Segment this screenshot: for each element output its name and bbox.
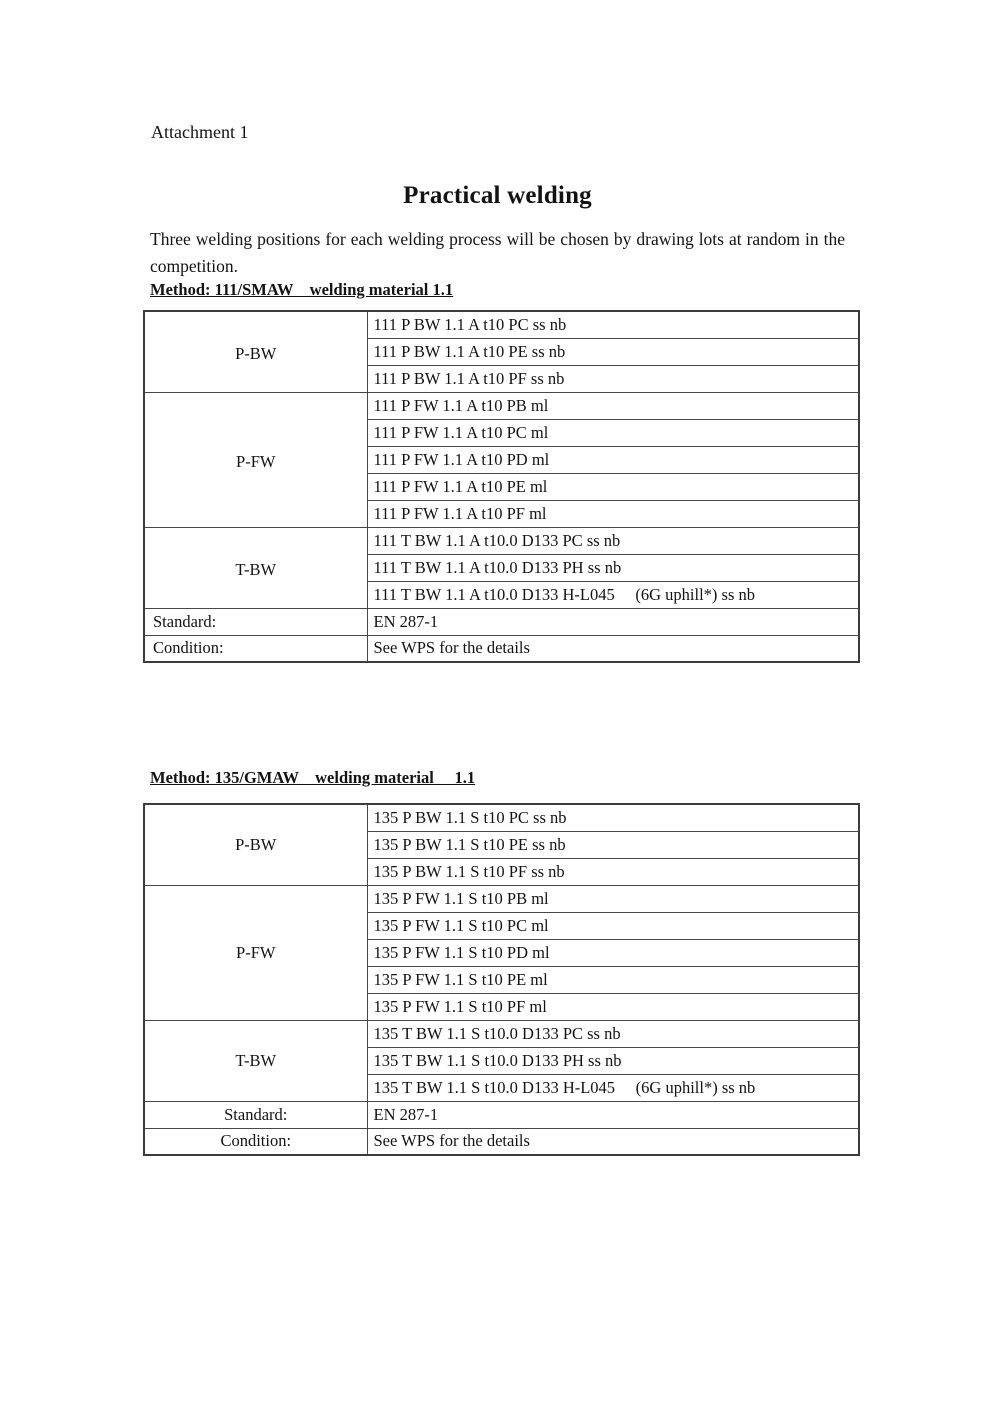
condition-value-cell: See WPS for the details — [367, 1128, 859, 1155]
table-row — [144, 392, 859, 419]
intro-paragraph: Three welding positions for each welding process will be chosen by drawing lots at random in the competition. — [150, 229, 845, 276]
method-111-heading: Method: 111/SMAW welding material 1.1 — [150, 280, 454, 299]
welding-code-cell: 135 T BW 1.1 S t10.0 D133 PC ss nb — [367, 1020, 859, 1047]
group-label-cell: P-FW — [144, 392, 367, 527]
condition-value-cell: See WPS for the details — [367, 635, 859, 662]
group-label-cell: T-BW — [144, 1020, 367, 1101]
standard-value-cell: EN 287-1 — [367, 1101, 859, 1128]
welding-code-cell: 135 T BW 1.1 S t10.0 D133 PH ss nb — [367, 1047, 859, 1074]
welding-code-cell: 111 P FW 1.1 A t10 PC ml — [367, 419, 859, 446]
standard-label-cell: Standard: — [144, 608, 367, 635]
method-111-table — [143, 310, 860, 663]
welding-code-cell: 135 P BW 1.1 S t10 PF ss nb — [367, 858, 859, 885]
table-row — [144, 804, 859, 831]
welding-code-cell: 111 P FW 1.1 A t10 PD ml — [367, 446, 859, 473]
welding-code-cell: 111 T BW 1.1 A t10.0 D133 PC ss nb — [367, 527, 859, 554]
welding-code-cell: 135 P FW 1.1 S t10 PF ml — [367, 993, 859, 1020]
welding-code-cell: 135 P BW 1.1 S t10 PE ss nb — [367, 831, 859, 858]
standard-value-cell: EN 287-1 — [367, 608, 859, 635]
group-label-cell: P-FW — [144, 885, 367, 1020]
welding-code-cell: 111 P FW 1.1 A t10 PB ml — [367, 392, 859, 419]
group-label-cell: T-BW — [144, 527, 367, 608]
welding-code-cell: 135 T BW 1.1 S t10.0 D133 H-L045 (6G uphill*) ss nb — [367, 1074, 859, 1101]
table-row — [144, 635, 859, 662]
welding-code-cell: 111 P FW 1.1 A t10 PE ml — [367, 473, 859, 500]
group-label-cell: P-BW — [144, 311, 367, 392]
table-row — [144, 1020, 859, 1047]
attachment-label: Attachment 1 — [151, 122, 249, 142]
welding-code-cell: 111 P BW 1.1 A t10 PE ss nb — [367, 338, 859, 365]
welding-code-cell: 135 P BW 1.1 S t10 PC ss nb — [367, 804, 859, 831]
welding-code-cell: 111 P BW 1.1 A t10 PF ss nb — [367, 365, 859, 392]
table-row — [144, 527, 859, 554]
page-title: Practical welding — [403, 182, 592, 209]
method-135-heading: Method: 135/GMAW welding material 1.1 — [150, 768, 476, 787]
table-row — [144, 1101, 859, 1128]
standard-label-cell: Standard: — [144, 1101, 367, 1128]
welding-code-cell: 135 P FW 1.1 S t10 PD ml — [367, 939, 859, 966]
table-row — [144, 311, 859, 338]
welding-code-cell: 111 P BW 1.1 A t10 PC ss nb — [367, 311, 859, 338]
table-row — [144, 608, 859, 635]
welding-code-cell: 111 T BW 1.1 A t10.0 D133 H-L045 (6G uphill*) ss nb — [367, 581, 859, 608]
condition-label-cell: Condition: — [144, 1128, 367, 1155]
method-135-table — [143, 803, 860, 1156]
welding-code-cell: 135 P FW 1.1 S t10 PE ml — [367, 966, 859, 993]
group-label-cell: P-BW — [144, 804, 367, 885]
table-row — [144, 885, 859, 912]
welding-code-cell: 135 P FW 1.1 S t10 PC ml — [367, 912, 859, 939]
condition-label-cell: Condition: — [144, 635, 367, 662]
welding-code-cell: 135 P FW 1.1 S t10 PB ml — [367, 885, 859, 912]
table-row — [144, 1128, 859, 1155]
welding-code-cell: 111 P FW 1.1 A t10 PF ml — [367, 500, 859, 527]
welding-code-cell: 111 T BW 1.1 A t10.0 D133 PH ss nb — [367, 554, 859, 581]
